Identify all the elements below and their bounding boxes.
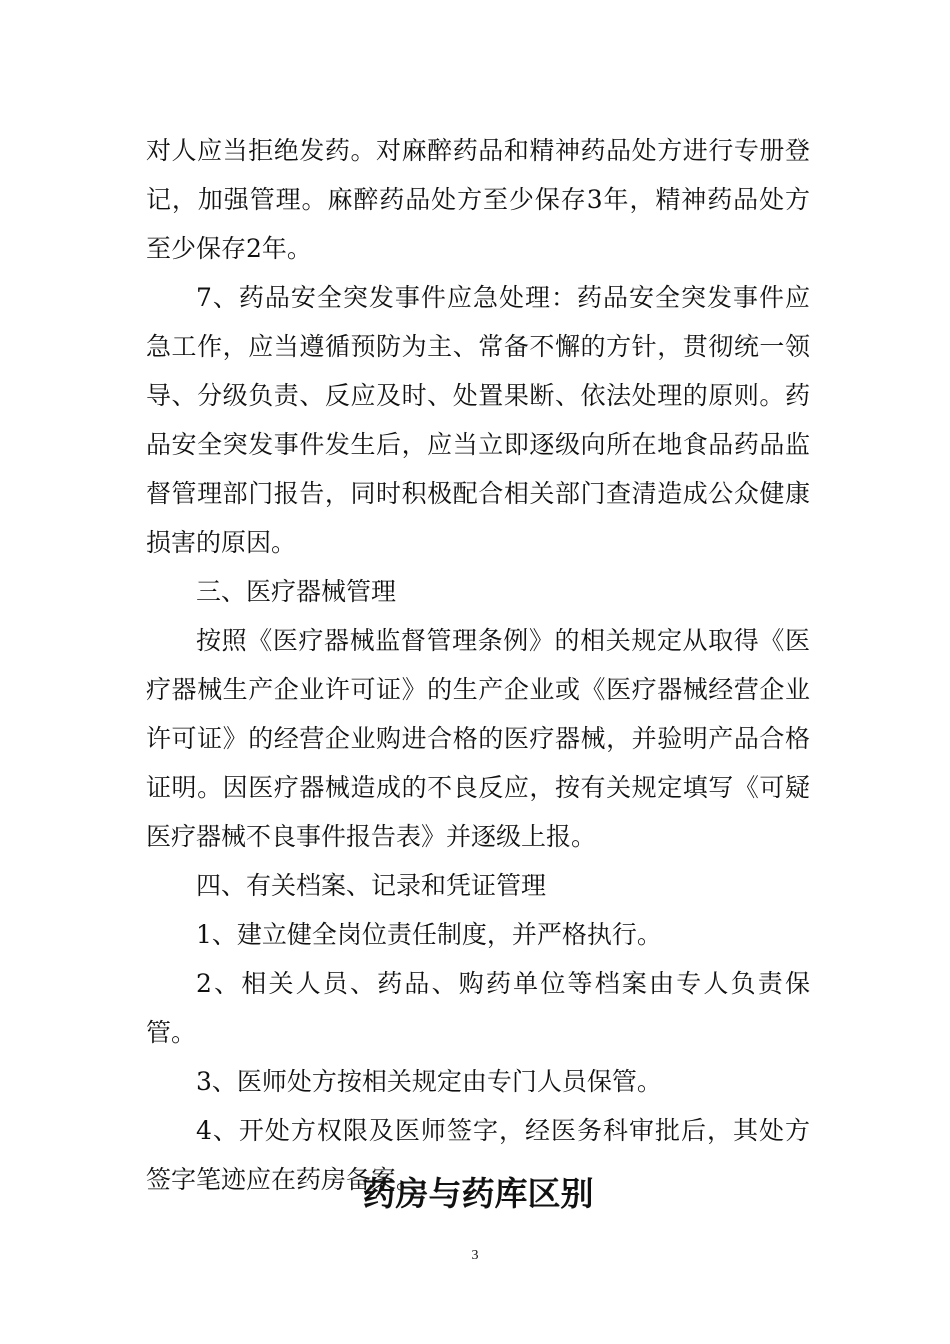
page-number: 3 bbox=[471, 1248, 479, 1263]
paragraph-medical-devices: 按照《医疗器械监督管理条例》的相关规定从取得《医疗器械生产企业许可证》的生产企业或《医疗器械经营企业许可证》的经营企业购进合格的医疗器械，并验明产品合格证明。因医疗器械造成的不良反应，按有关规定填写《可疑医疗器械不良事件报告表》并逐级上报。 bbox=[146, 626, 810, 851]
document-heading: 药房与药库区别 bbox=[362, 1174, 594, 1213]
paragraph-continuation: 对人应当拒绝发药。对麻醉药品和精神药品处方进行专册登记，加强管理。麻醉药品处方至少保存3年，精神药品处方至少保存2年。 bbox=[146, 136, 810, 263]
section-heading-records: 四、有关档案、记录和凭证管理 bbox=[196, 871, 547, 900]
list-item-2: 2、相关人员、药品、购药单位等档案由专人负责保管。 bbox=[146, 969, 810, 1047]
list-item-1: 1、建立健全岗位责任制度，并严格执行。 bbox=[196, 920, 662, 949]
list-item-3: 3、医师处方按相关规定由专门人员保管。 bbox=[196, 1067, 662, 1096]
list-item-4: 4、开处方权限及医师签字，经医务科审批后，其处方签字笔迹应在药房备案。 bbox=[146, 1116, 810, 1194]
body-text bbox=[146, 126, 810, 1204]
paragraph-emergency-handling: 7、药品安全突发事件应急处理：药品安全突发事件应急工作，应当遵循预防为主、常备不懈的方针，贯彻统一领导、分级负责、反应及时、处置果断、依法处理的原则。药品安全突发事件发生后，应当立即逐级向所在地食品药品监督管理部门报告，同时积极配合相关部门查清造成公众健康损害的原因。 bbox=[146, 283, 810, 557]
section-heading-medical-devices: 三、医疗器械管理 bbox=[196, 577, 397, 606]
